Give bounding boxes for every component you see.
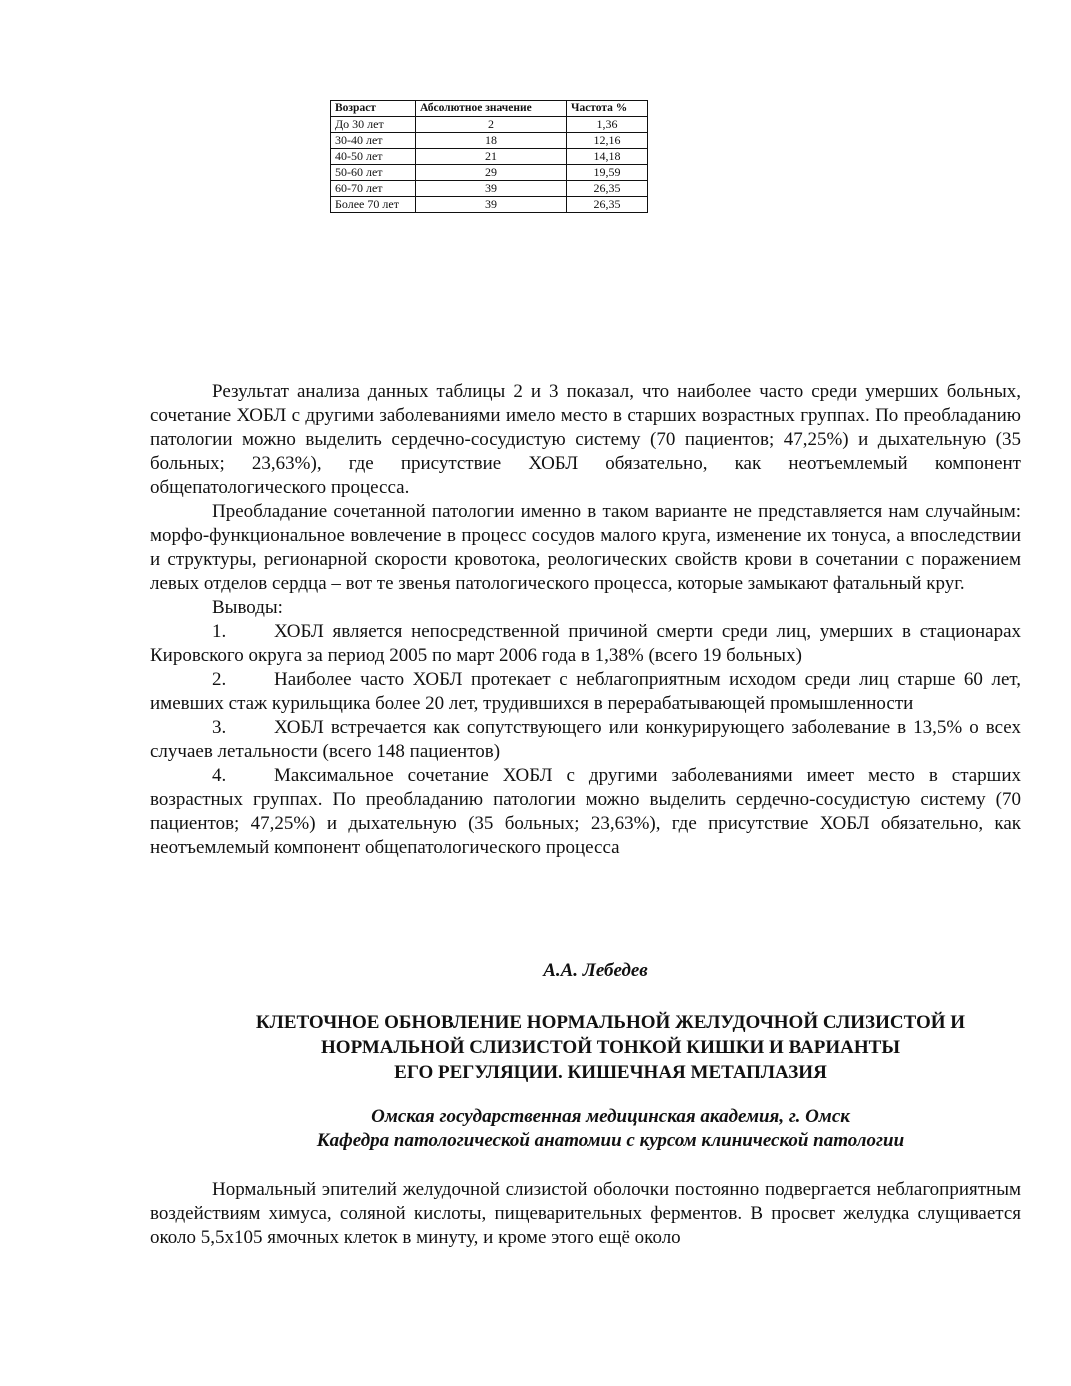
table-row: [331, 133, 648, 149]
table-cell: Более 70 лет: [331, 197, 416, 213]
table-cell: 2: [416, 117, 567, 133]
conclusion-number: 4.: [212, 765, 227, 786]
results-section: [150, 380, 1021, 860]
conclusion-item: [150, 668, 1021, 716]
table-cell: 39: [416, 197, 567, 213]
table-cell: До 30 лет: [331, 117, 416, 133]
table-cell: 19,59: [567, 165, 648, 181]
conclusion-number: 3.: [212, 717, 227, 738]
conclusion-text: ХОБЛ встречается как сопутствующего или конкурирующего заболевание в 13,5% о всех случаев летальности (всего 148 пациентов): [150, 717, 1021, 762]
table-header-cell: Возраст: [331, 101, 416, 117]
article-affiliation: [150, 1105, 1071, 1153]
title-line: КЛЕТОЧНОЕ ОБНОВЛЕНИЕ НОРМАЛЬНОЙ ЖЕЛУДОЧНОЙ СЛИЗИСТОЙ И: [255, 1012, 966, 1033]
table-header-cell: Абсолютное значение: [416, 101, 567, 117]
table-cell: 26,35: [567, 181, 648, 197]
table-cell: 26,35: [567, 197, 648, 213]
table-row: [331, 197, 648, 213]
age-distribution-table: [330, 100, 648, 213]
title-line: ЕГО РЕГУЛЯЦИИ. КИШЕЧНАЯ МЕТАПЛАЗИЯ: [394, 1062, 827, 1083]
table-cell: 14,18: [567, 149, 648, 165]
affiliation-line: Кафедра патологической анатомии с курсом клинической патологии: [316, 1130, 905, 1151]
table-row: [331, 165, 648, 181]
conclusions-heading: Выводы:: [212, 597, 283, 618]
table-cell: 40-50 лет: [331, 149, 416, 165]
table-header-cell: Частота %: [567, 101, 648, 117]
table-cell: 29: [416, 165, 567, 181]
body-paragraph: Результат анализа данных таблицы 2 и 3 показал, что наиболее часто среди умерших больных, сочетание ХОБЛ с другими заболеваниями имело место в старших возрастных группах. По преобладанию патологии можно выделить сердечно-сосудистую систему (70 пациентов; 47,25%) и дыхательную (35 больных; 23,63%), где присутствие ХОБЛ обязательно, как неотъемлемый компонент общепатологического процесса.: [150, 381, 1021, 498]
conclusion-text: ХОБЛ является непосредственной причиной смерти среди лиц, умерших в стационарах Кировского округа за период 2005 по март 2006 года в 1,38% (всего 19 больных): [150, 621, 1021, 666]
table-cell: 60-70 лет: [331, 181, 416, 197]
table-row: [331, 117, 648, 133]
affiliation-line: Омская государственная медицинская академия, г. Омск: [371, 1106, 850, 1127]
table-row: [331, 149, 648, 165]
conclusion-item: [150, 716, 1021, 764]
conclusion-number: 1.: [212, 621, 227, 642]
table-row: [331, 181, 648, 197]
conclusion-text: Наиболее часто ХОБЛ протекает с неблагоприятным исходом среди лиц старше 60 лет, имевших стаж курильщика более 20 лет, трудившихся в перерабатывающей промышленности: [150, 669, 1021, 714]
article-title: [150, 1010, 1071, 1085]
table-header-row: [331, 101, 648, 117]
body-paragraph: Нормальный эпителий желудочной слизистой оболочки постоянно подвергается неблагоприятным воздействиям химуса, соляной кислоты, пищеварительных ферментов. В просвет желудка слущивается около 5,5х105 ямочных клеток в минуту, и кроме этого ещё около: [150, 1179, 1021, 1248]
article-body: [150, 1178, 1021, 1250]
table-cell: 39: [416, 181, 567, 197]
body-paragraph: Преобладание сочетанной патологии именно в таком варианте не представляется нам случайным: морфо-функциональное вовлечение в процесс сосудов малого круга, изменение их тонуса, а впоследствии и структуры, регионарной скорости кровотока, реологических свойств крови в сочетании с поражением левых отделов сердца – вот те звенья патологического процесса, которые замыкают фатальный круг.: [150, 501, 1021, 594]
table-cell: 30-40 лет: [331, 133, 416, 149]
title-line: НОРМАЛЬНОЙ СЛИЗИСТОЙ ТОНКОЙ КИШКИ И ВАРИАНТЫ: [321, 1037, 900, 1058]
table-cell: 12,16: [567, 133, 648, 149]
conclusion-number: 2.: [212, 669, 227, 690]
table-cell: 21: [416, 149, 567, 165]
conclusion-item: [150, 620, 1021, 668]
article-author: А.А. Лебедев: [543, 960, 648, 981]
conclusion-text: Максимальное сочетание ХОБЛ с другими заболеваниями имеет место в старших возрастных группах. По преобладанию патологии можно выделить сердечно-сосудистую систему (70 пациентов; 47,25%) и дыхательную (35 больных; 23,63%), где присутствие ХОБЛ обязательно, как неотъемлемый компонент общепатологического процесса: [150, 765, 1021, 858]
table-cell: 1,36: [567, 117, 648, 133]
table-cell: 18: [416, 133, 567, 149]
table-cell: 50-60 лет: [331, 165, 416, 181]
conclusion-item: [150, 764, 1021, 860]
